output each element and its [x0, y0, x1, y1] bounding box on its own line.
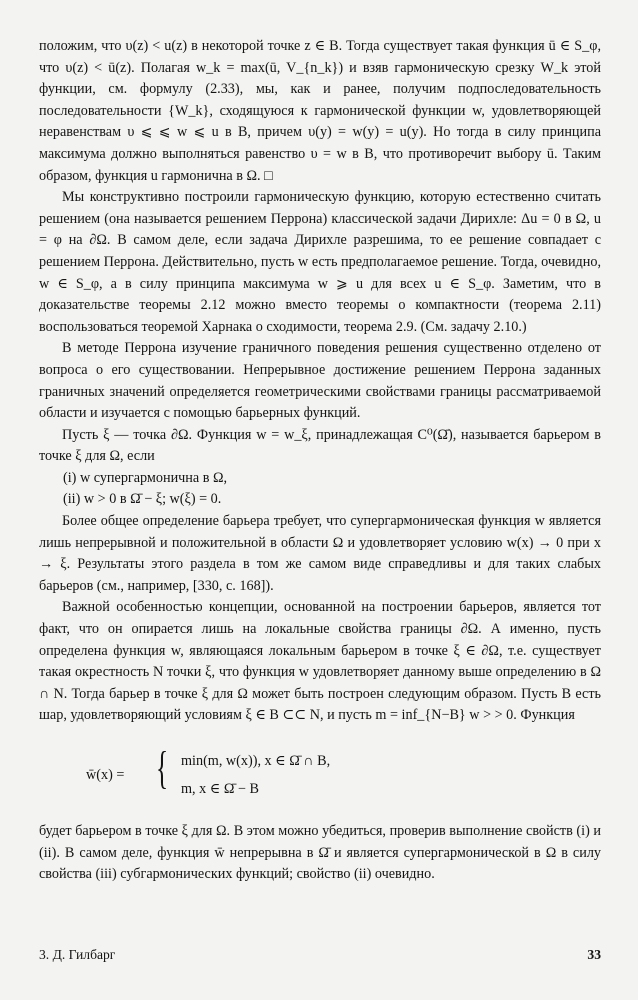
formula-case-1: min(m, w(x)), x ∈ Ω̄ ∩ B,	[181, 753, 331, 769]
barrier-formula	[39, 735, 601, 821]
paragraph-6: Важной особенностью концепции, основанной на построении барьеров, является тот факт, что он опирается лишь на локальные свойства границы ∂Ω. А именно, пусть определена функция w, являющаяся локальным барьером в точке ξ ∈ ∂Ω, т.е. существует такая окрестность N точки ξ, что функция w удовлетворяет данному выше определению в Ω ∩ N. Тогда барьер в точке ξ для Ω может быть построен следующим образом. Пусть B есть шар, удовлетворяющий условиям ξ ∈ B ⊂⊂ N, и пусть m = inf_{N−B} w > > 0. Функция	[39, 599, 601, 724]
paragraph-7: будет барьером в точке ξ для Ω. В этом можно убедиться, проверив выполнение свойств (i) и (ii). В самом деле, функция w̄ непрерывна в Ω̄ и является супергармонической в Ω в силу свойства (iii) субгармонических функций; свойство (ii) очевидно.	[39, 823, 601, 883]
formula-brace: {	[156, 742, 169, 793]
barrier-conditions	[39, 468, 601, 511]
page-number: 33	[587, 947, 601, 962]
footer-author: 3. Д. Гилбарг	[39, 947, 116, 962]
condition-ii: (ii) w > 0 в Ω̄ − ξ; w(ξ) = 0.	[63, 491, 222, 508]
paragraph-4: Пусть ξ — точка ∂Ω. Функция w = w_ξ, принадлежащая C⁰(Ω̄), называется барьером в точке ξ для Ω, если	[39, 426, 601, 465]
paragraph-2: Мы конструктивно построили гармоническую функцию, которую естественно считать решением (она называется решением Перрона) классической задачи Дирихле: Δu = 0 в Ω, u = φ на ∂Ω. В самом деле, если задача Дирихле разрешима, то ее решение совпадает с решением Перрона. Действительно, пусть w есть предполагаемое решение. Тогда, очевидно, w ∈ S_φ, а в силу принципа максимума w ⩾ u для всех u ∈ S_φ. Заметим, что в доказательстве теоремы 2.12 можно вместо теоремы о компактности (теорема 2.11) воспользоваться теоремой Харнака о сходимости, теорема 2.9. (См. задачу 2.10.)	[39, 189, 601, 335]
paragraph-1: положим, что υ(z) < u(z) в некоторой точке z ∈ B. Тогда существует такая функция ū ∈ S_φ, что υ(z) < ū(z). Полагая w_k = max(ū, V_{n_k}) и взяв гармоническую срезку W_k этой функции, см. формулу (2.33), мы, как и ранее, получим подпоследовательность последовательности {W_k}, сходящуюся к гармонической функции w, удовлетворяющей неравенствам υ ⩽ ⩽ w ⩽ u в B, причем υ(y) = w(y) = u(y). Но тогда в силу принципа максимума должно выполняться равенство υ = w в B, что противоречит выбору ū. Таким образом, функция u гармонична в Ω. □	[39, 38, 601, 184]
page-body	[39, 36, 601, 886]
paragraph-3: В методе Перрона изучение граничного поведения решения существенно отделено от вопроса о его существовании. Непрерывное достижение решением Перрона заданных граничных значений определяется геометрическими свойствами границы рассматриваемой области и изучается с помощью барьерных функций.	[39, 340, 601, 422]
paragraph-5: Более общее определение барьера требует, что супергармоническая функция w является лишь непрерывной и положительной в области Ω и удовлетворяет условию w(x) → 0 при x → ξ. Результаты этого раздела в том же самом виде справедливы и для таких слабых барьеров (см., например, [330, с. 168]).	[39, 513, 601, 594]
formula-lhs: w̄(x) =	[86, 767, 125, 783]
condition-i: (i) w супергармонична в Ω,	[63, 469, 228, 486]
formula-case-2: m, x ∈ Ω̄ − B	[181, 781, 259, 797]
